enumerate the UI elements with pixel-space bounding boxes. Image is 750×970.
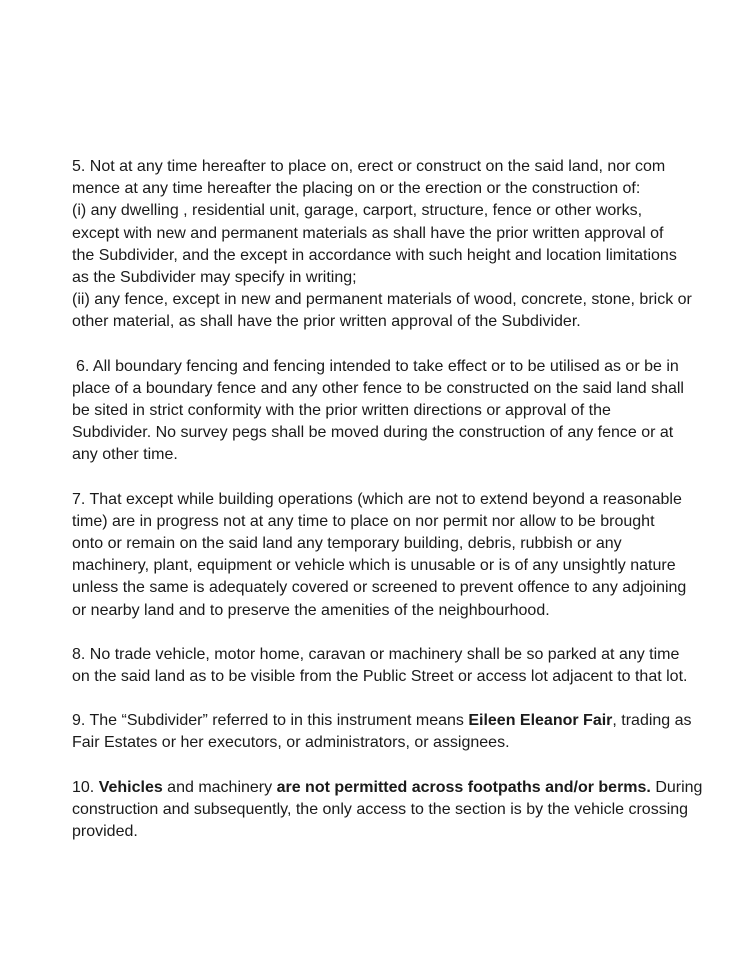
clause-6	[72, 356, 682, 467]
clause-10-line: construction and subsequently, the only access to the section is by the vehicle crossing	[72, 800, 689, 818]
clause-5-line: 5. Not at any time hereafter to place on, erect or construct on the said land, nor com	[72, 158, 666, 175]
clause-9-text: 9. The “Subdivider” referred to in this instrument means	[72, 712, 469, 730]
clause-9	[72, 710, 692, 754]
clause-10	[72, 777, 703, 844]
clause-6-line: Subdivider. No survey pegs shall be moved during the construction of any fence or at	[72, 424, 674, 442]
clause-10-bold-prohibition: are not permitted across footpaths and/or berms.	[276, 778, 651, 796]
clause-5-line: as the Subdivider may specify in writing;	[72, 269, 357, 287]
clause-10-line	[72, 777, 703, 799]
clause-7-line: time) are in progress not at any time to place on nor permit nor allow to be brought	[72, 512, 655, 530]
clause-9-text: , trading as	[612, 712, 692, 730]
clause-7-line: 7. That except while building operations (which are not to extend beyond a reasonable	[72, 490, 682, 508]
clause-7-line: machinery, plant, equipment or vehicle which is unusable or is of any unsightly nature	[72, 557, 676, 575]
clause-5-line: except with new and permanent materials as shall have the prior written approval of	[72, 224, 664, 242]
clause-8	[72, 644, 688, 688]
clause-8-line: on the said land as to be visible from the Public Street or access lot adjacent to that lot.	[72, 668, 688, 686]
clause-5-line: other material, as shall have the prior written approval of the Subdivider.	[72, 313, 581, 331]
clause-7-line: unless the same is adequately covered or screened to prevent offence to any adjoining	[72, 579, 687, 597]
clause-5-line: (ii) any fence, except in new and permanent materials of wood, concrete, stone, brick or	[72, 291, 692, 309]
clause-6-line: any other time.	[72, 446, 178, 464]
clause-10-text: 10.	[72, 778, 99, 796]
clause-6-line: 6. All boundary fencing and fencing intended to take effect or to be utilised as or be in	[76, 357, 679, 375]
subdivider-name: Eileen Eleanor Fair	[468, 712, 613, 730]
clause-5-line: the Subdivider, and the except in accordance with such height and location limitations	[72, 246, 677, 264]
clause-5	[72, 156, 692, 334]
clause-5-line: (i) any dwelling , residential unit, garage, carport, structure, fence or other works,	[72, 202, 643, 220]
clause-7-line: or nearby land and to preserve the amenities of the neighbourhood.	[72, 601, 550, 619]
clause-9-line	[72, 710, 692, 732]
clause-8-line: 8. No trade vehicle, motor home, caravan or machinery shall be so parked at any time	[72, 645, 680, 663]
clause-6-line: be sited in strict conformity with the prior written directions or approval of the	[72, 402, 611, 420]
clause-7	[72, 489, 687, 622]
clause-10-line: provided.	[72, 823, 138, 841]
clause-10-text: During	[650, 778, 703, 796]
clause-10-text: and machinery	[162, 778, 277, 796]
clause-10-bold-vehicles: Vehicles	[98, 778, 163, 796]
clause-5-line: mence at any time hereafter the placing on or the erection or the construction of:	[72, 180, 641, 198]
clause-9-line: Fair Estates or her executors, or administrators, or assignees.	[72, 734, 510, 752]
clause-7-line: onto or remain on the said land any temporary building, debris, rubbish or any	[72, 535, 622, 553]
document-page	[72, 156, 703, 865]
clause-6-line: place of a boundary fence and any other fence to be constructed on the said land shall	[72, 379, 684, 397]
